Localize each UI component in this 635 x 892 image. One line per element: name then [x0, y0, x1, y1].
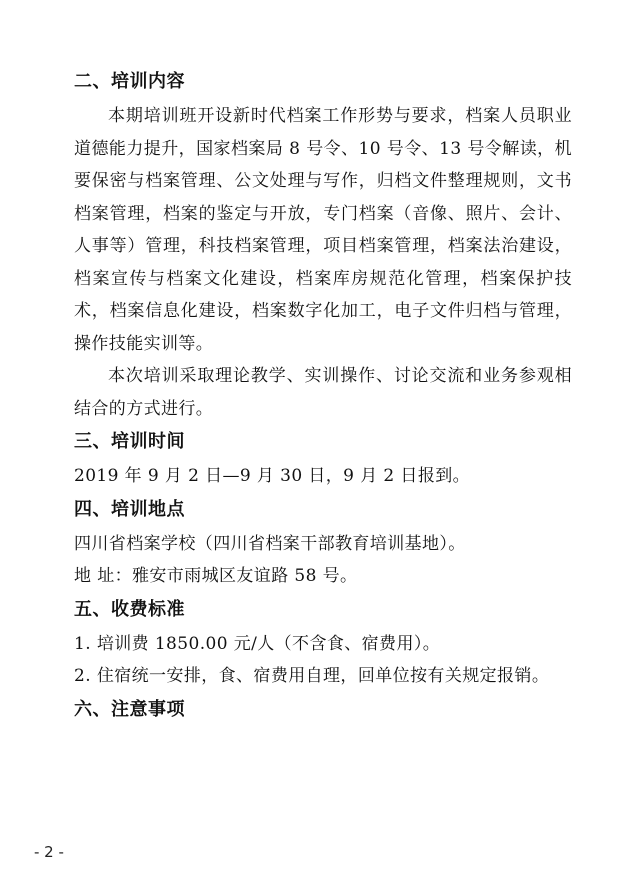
training-content-paragraph: 本期培训班开设新时代档案工作形势与要求，档案人员职业道德能力提升，国家档案局 8 号令、10 号令、13 号令解读，机要保密与档案管理、公文处理与写作，归档文件整理规则，文书档案管理，档案的鉴定与开放，专门档案（音像、照片、会计、人事等）管理，科技档案管理，项目档案管理，档案法治建设，档案宣传与档案文化建设，档案库房规范化管理，档案保护技术，档案信息化建设，档案数字化加工，电子文件归档与管理，操作技能实训等。	[74, 106, 572, 354]
training-method-paragraph: 本次培训采取理论教学、实训操作、讨论交流和业务参观相结合的方式进行。	[74, 366, 572, 419]
section-heading-training-time: 三、培训时间	[74, 431, 185, 452]
fee-item-2: 2. 住宿统一安排，食、宿费用自理，回单位按有关规定报销。	[74, 666, 550, 686]
training-venue-text: 四川省档案学校（四川省档案干部教育培训基地）。	[74, 533, 466, 554]
section-heading-fees: 五、收费标准	[74, 598, 185, 620]
document-body	[74, 67, 572, 728]
training-address-text: 地 址：雅安市雨城区友谊路 58 号。	[74, 566, 358, 586]
section-heading-notes: 六、注意事项	[74, 698, 185, 720]
section-heading-training-location: 四、培训地点	[74, 498, 185, 520]
fee-item-1: 1. 培训费 1850.00 元/人（不含食、宿费用）。	[74, 633, 441, 654]
page-number: - 2 -	[34, 843, 64, 861]
training-time-text: 2019 年 9 月 2 日—9 月 30 日，9 月 2 日报到。	[74, 466, 471, 486]
section-heading-training-content: 二、培训内容	[74, 71, 185, 92]
